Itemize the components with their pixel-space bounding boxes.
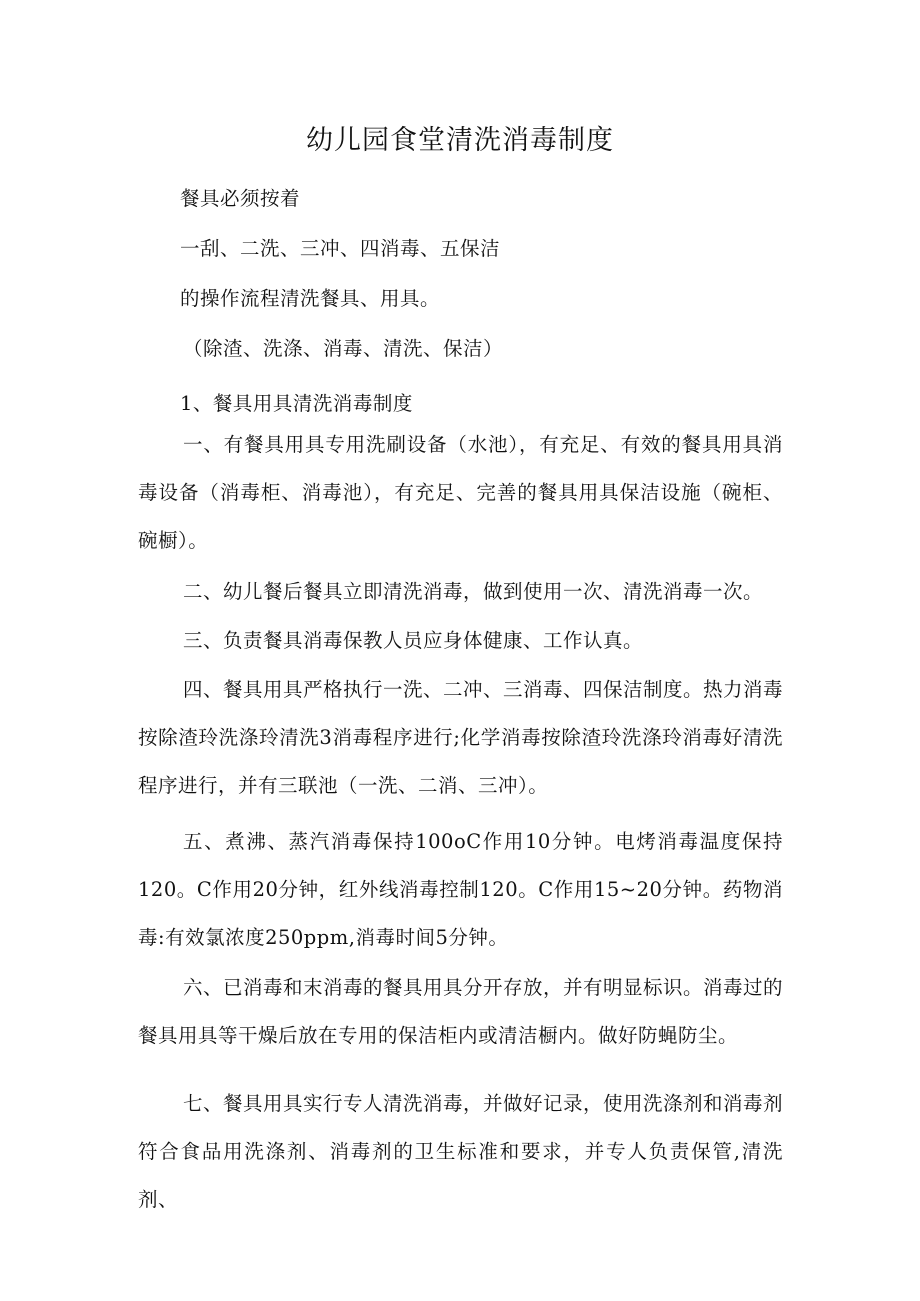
paragraph-5: 五、煮沸、蒸汽消毒保持100oC作用10分钟。电烤消毒温度保持120。C作用20分钟，红外线消毒控制120。C作用15~20分钟。药物消毒:有效氯浓度250ppm,消毒时间5分钟。 xyxy=(138,830,783,949)
intro-line-2: 一刮、二洗、三冲、四消毒、五保洁 xyxy=(180,237,501,260)
paragraph-1: 一、有餐具用具专用洗刷设备（水池），有充足、有效的餐具用具消毒设备（消毒柜、消毒池），有充足、完善的餐具用具保洁设施（碗柜、碗橱）。 xyxy=(138,433,783,552)
intro-line-1: 餐具必须按着 xyxy=(180,187,301,210)
intro-line-4: （除渣、洗涤、消毒、清洗、保洁） xyxy=(183,337,504,360)
paragraph-7: 七、餐具用具实行专人清洗消毒，并做好记录，使用洗涤剂和消毒剂符合食品用洗涤剂、消毒剂的卫生标准和要求，并专人负责保管,清洗剂、 xyxy=(138,1092,784,1211)
paragraph-3: 三、负责餐具消毒保教人员应身体健康、工作认真。 xyxy=(183,629,644,652)
intro-line-3: 的操作流程清洗餐具、用具。 xyxy=(180,287,441,310)
paragraph-2: 二、幼儿餐后餐具立即清洗消毒，做到使用一次、清洗消毒一次。 xyxy=(183,580,764,603)
section-heading: 1、餐具用具清洗消毒制度 xyxy=(180,392,413,415)
paragraph-6: 六、已消毒和末消毒的餐具用具分开存放，并有明显标识。消毒过的餐具用具等干燥后放在专用的保洁柜内或清洁橱内。做好防蝇防尘。 xyxy=(138,976,784,1047)
document-title: 幼儿园食堂清洗消毒制度 xyxy=(306,125,614,156)
paragraph-4: 四、餐具用具严格执行一洗、二冲、三消毒、四保洁制度。热力消毒按除渣玲洗涤玲清洗3消毒程序进行;化学消毒按除渣玲洗涤玲消毒好清洗程序进行，并有三联池（一洗、二消、三冲）。 xyxy=(138,678,784,797)
